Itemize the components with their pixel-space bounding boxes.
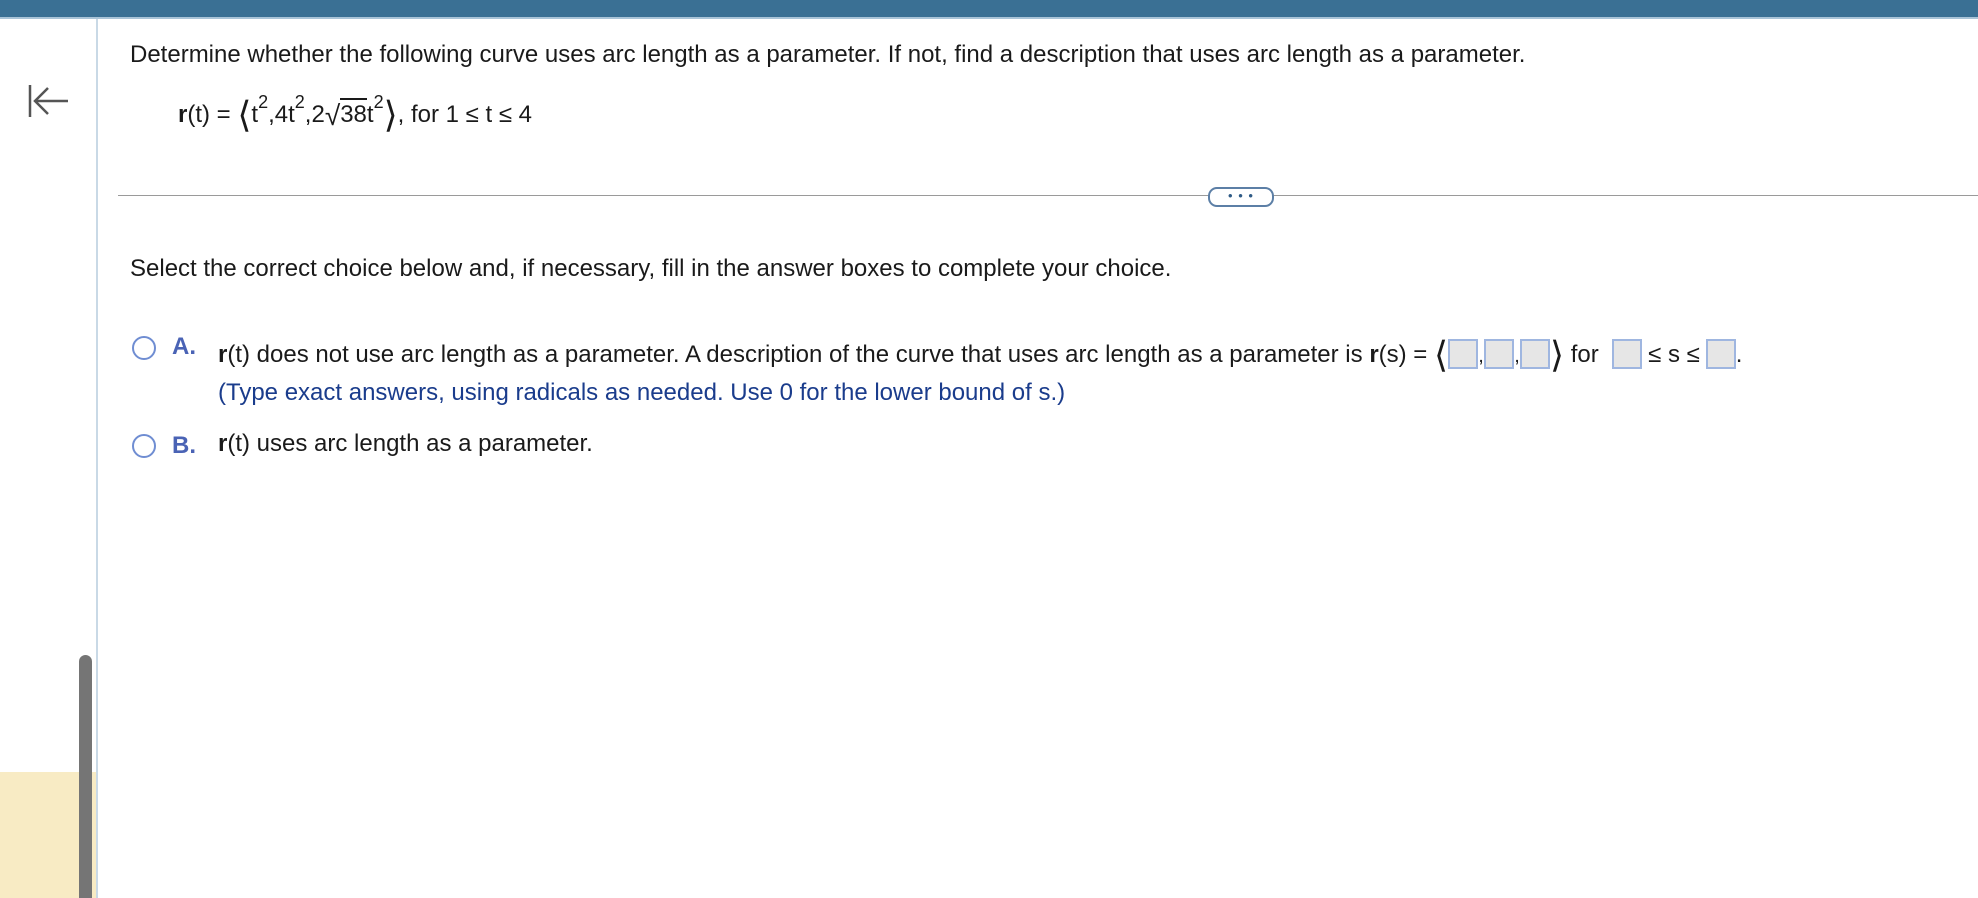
choice-a-bold-r2: r — [1369, 341, 1379, 368]
formula-sep2: ,2 — [304, 101, 325, 128]
choice-a-text — [218, 334, 1743, 375]
collapse-panel-button[interactable] — [26, 79, 70, 123]
sqrt-symbol: √ — [324, 100, 341, 131]
formula-lhs-bold: r — [178, 101, 188, 128]
choice-a-hint: (Type exact answers, using radicals as needed. Use 0 for the lower bound of s.) — [218, 379, 1066, 406]
arrow-left-to-bar-icon — [26, 79, 70, 123]
answer-box-z[interactable] — [1520, 339, 1550, 369]
answer-box-y[interactable] — [1484, 339, 1514, 369]
choice-a-inequality: ≤ s ≤ — [1648, 341, 1700, 368]
choice-a-for-label: for — [1564, 341, 1606, 368]
scrollbar-thumb[interactable] — [79, 655, 92, 898]
formula-lhs-rest: (t) = — [187, 101, 238, 128]
choice-a-period: . — [1735, 341, 1743, 368]
formula-c3-base: t — [366, 101, 374, 128]
main-content — [98, 19, 1978, 898]
formula-sep1: ,4t — [268, 101, 295, 128]
choice-b-bold-r: r — [218, 430, 228, 457]
section-divider — [118, 195, 1978, 196]
top-bar — [0, 0, 1978, 17]
formula-c3-exp: 2 — [373, 92, 384, 112]
question-text: Determine whether the following curve uses arc length as a parameter. If not, find a description that uses arc length as a parameter. — [130, 41, 1526, 68]
curve-formula — [178, 92, 533, 147]
instruction-text: Select the correct choice below and, if necessary, fill in the answer boxes to complete your choice. — [130, 255, 1172, 282]
answer-box-upper-bound[interactable] — [1706, 339, 1736, 369]
choice-a-close-bracket: ⟩ — [1550, 334, 1565, 375]
formula-domain: , for 1 ≤ t ≤ 4 — [397, 101, 533, 128]
answer-comma-2: , — [1514, 345, 1520, 367]
formula-open-bracket: ⟨ — [237, 94, 252, 135]
formula-c1-exp: 2 — [258, 92, 269, 112]
choice-a-text-part1: (t) does not use arc length as a parameter. A description of the curve that uses arc length as a parameter is — [227, 341, 1370, 368]
formula-radicand: 38 — [340, 98, 367, 128]
choice-a-open-bracket: ⟨ — [1434, 334, 1449, 375]
choice-a-radio[interactable] — [132, 336, 156, 360]
answer-comma-1: , — [1478, 345, 1484, 367]
choice-b-text — [218, 429, 593, 459]
choice-a-letter: A. — [172, 333, 196, 360]
expand-button[interactable]: • • • — [1208, 187, 1274, 207]
choice-b-radio[interactable] — [132, 434, 156, 458]
formula-c1-base: t — [251, 101, 259, 128]
formula-close-bracket: ⟩ — [383, 94, 398, 135]
formula-radical — [325, 102, 367, 130]
answer-box-x[interactable] — [1448, 339, 1478, 369]
formula-c2-exp: 2 — [294, 92, 305, 112]
choice-a-text-part2: (s) = — [1378, 341, 1434, 368]
choice-a-bold-r: r — [218, 341, 228, 368]
choice-b-text-rest: (t) uses arc length as a parameter. — [227, 430, 593, 457]
choice-b-letter: B. — [172, 432, 196, 459]
answer-box-lower-bound[interactable] — [1612, 339, 1642, 369]
